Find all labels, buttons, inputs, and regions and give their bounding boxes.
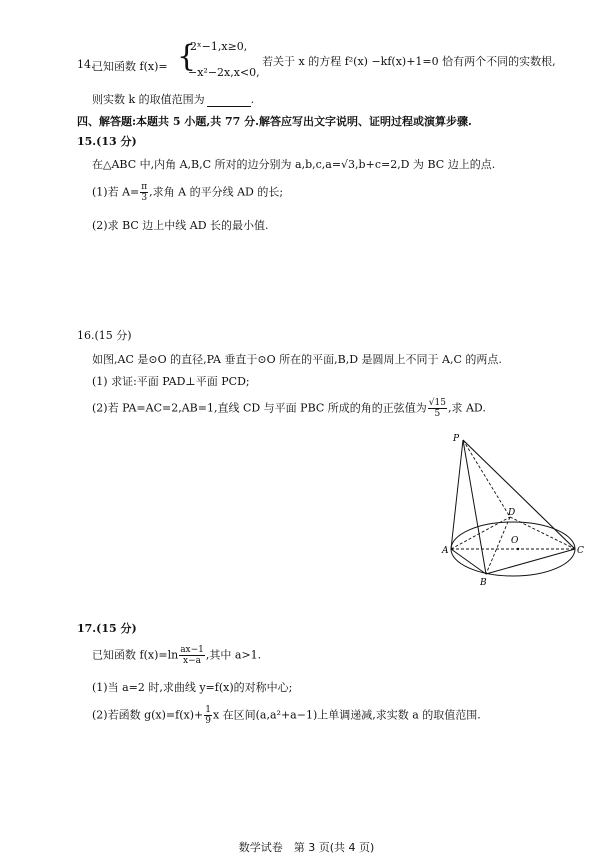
frac-den: 3 — [141, 193, 148, 203]
q16-p2-pre: (2)若 PA=AC=2,AB=1,直线 CD 与平面 PBC 所成的角的正弦值为 — [92, 401, 427, 415]
label-a: A — [442, 546, 449, 556]
q17-stem-pre: 已知函数 f(x)=ln — [92, 648, 179, 662]
q17-p2-post: x 在区间(a,a²+a−1)上单调递减,求实数 a 的取值范围. — [212, 708, 481, 722]
edge-pc — [463, 440, 575, 549]
label-p: P — [453, 434, 460, 444]
q14-text2: 则实数 k 的取值范围为 — [92, 93, 205, 106]
frac-num: ax−1 — [180, 645, 204, 655]
q15-header: 15.(13 分) — [77, 135, 137, 148]
q16-p2-post: ,求 AD. — [447, 401, 486, 415]
fraction-1-9 — [204, 705, 212, 726]
frac-num: √15 — [428, 398, 446, 408]
frac-den: 9 — [205, 716, 211, 726]
label-o: O — [511, 536, 519, 546]
q14-text2-line: 则实数 k 的取值范围为 . — [92, 93, 255, 106]
page-footer: 数学试卷 第 3 页(共 4 页) — [238, 841, 375, 854]
edge-pa — [451, 440, 463, 549]
fraction-sqrt15-5 — [428, 398, 447, 419]
q14-case1: 2ˣ−1,x≥0, — [190, 40, 248, 53]
piecewise-brace: { — [177, 39, 197, 74]
edge-ab — [451, 549, 486, 574]
label-d: D — [508, 508, 516, 518]
q15-stem: 在△ABC 中,内角 A,B,C 所对的边分别为 a,b,c,a=√3,b+c=2,D 为 BC 边上的点. — [92, 158, 496, 171]
edge-bc — [486, 549, 575, 574]
fraction-ln — [179, 645, 205, 666]
q15-p1-post: ,求角 A 的平分线 AD 的长; — [149, 185, 284, 199]
frac-den: 5 — [434, 409, 441, 419]
q16-part1: (1) 求证:平面 PAD⊥平面 PCD; — [92, 375, 250, 388]
geometry-figure — [440, 428, 590, 588]
q15-part2: (2)求 BC 边上中线 AD 长的最小值. — [92, 219, 269, 232]
frac-num: π — [141, 182, 148, 192]
q17-part1: (1)当 a=2 时,求曲线 y=f(x)的对称中心; — [92, 681, 293, 694]
q16-stem: 如图,AC 是⊙O 的直径,PA 垂直于⊙O 所在的平面,B,D 是圆周上不同于 A,C 的两点. — [92, 353, 502, 366]
frac-num: 1 — [205, 705, 211, 715]
q14-text: 若关于 x 的方程 f²(x) −kf(x)+1=0 恰有两个不同的实数根, — [262, 55, 556, 68]
q15-p1-pre: (1)若 A= — [92, 185, 140, 199]
edge-dc — [510, 517, 575, 549]
q14-number: 14. — [77, 58, 95, 71]
q14-lead: 已知函数 f(x)= — [92, 60, 168, 73]
center-o-dot — [517, 548, 519, 550]
label-b: B — [480, 578, 487, 588]
q17-p2-pre: (2)若函数 g(x)=f(x)+ — [92, 708, 204, 722]
q15-part1 — [92, 182, 283, 203]
fraction-pi-3 — [140, 182, 148, 203]
q16-part2 — [92, 398, 486, 419]
q16-header: 16.(15 分) — [77, 329, 132, 342]
frac-den: x−a — [183, 656, 202, 666]
answer-blank — [207, 96, 251, 107]
section-4-heading: 四、解答题:本题共 5 小题,共 77 分.解答应写出文字说明、证明过程或演算步骤. — [77, 115, 472, 128]
edge-db — [486, 517, 510, 574]
q17-header: 17.(15 分) — [77, 622, 137, 635]
edge-pb — [463, 440, 486, 574]
q17-stem-post: ,其中 a>1. — [205, 648, 262, 662]
q14-case2: −x²−2x,x<0, — [188, 66, 260, 79]
label-c: C — [577, 546, 584, 556]
q17-stem — [92, 645, 261, 666]
q17-part2 — [92, 705, 481, 726]
